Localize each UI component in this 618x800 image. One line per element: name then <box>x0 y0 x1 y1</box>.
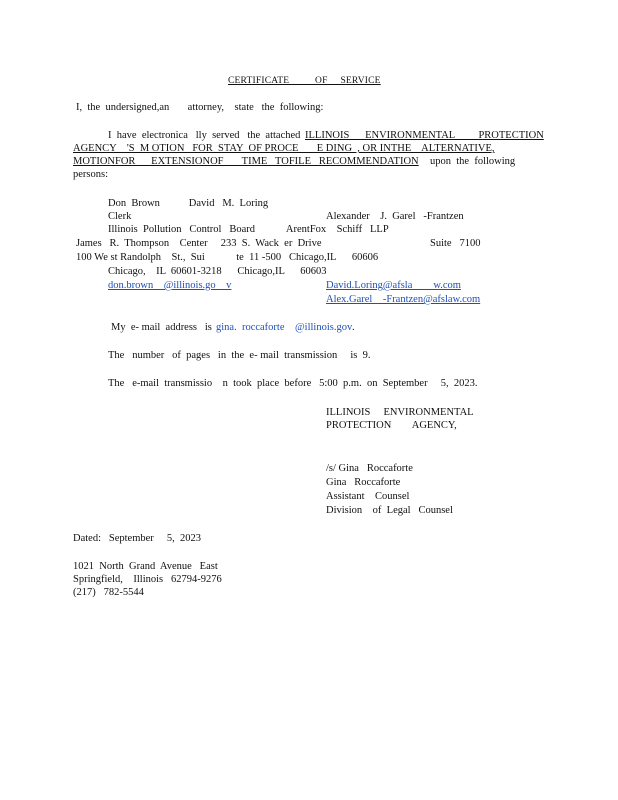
address-line-2: Springfield, Illinois 62794-9276 <box>73 574 222 585</box>
dated-line: Dated: September 5, 2023 <box>73 533 202 544</box>
recipients-organizations: Illinois Pollution Control Board ArentFox Schiff LLP <box>108 224 389 235</box>
email-address-label: My e- mail address is <box>111 322 212 333</box>
served-upon-text: upon the following <box>430 156 516 167</box>
time-statement: The e-mail transmissio n took place before 5:00 p.m. on September 5, 2023. <box>108 378 478 389</box>
document-title: CERTIFICATE OF SERVICE <box>228 76 381 86</box>
recipients-names: Don Brown David M. Loring <box>108 198 269 209</box>
recipient-suite: Suite 7100 <box>430 238 481 249</box>
recipients-address-line-1: James R. Thompson Center 233 S. Wack er Drive <box>76 238 322 249</box>
signer-division: Division of Legal Counsel <box>326 505 453 516</box>
email-link-garel[interactable]: Alex.Garel -Frantzen@afslaw.com <box>326 294 481 305</box>
agency-name-line-1: ILLINOIS ENVIRONMENTAL <box>326 407 474 418</box>
signer-name: Gina Roccaforte <box>326 477 401 488</box>
email-address-link[interactable]: gina. roccaforte @illinois.gov <box>216 322 353 333</box>
document-name-line-3: MOTIONFOR EXTENSIONOF TIME TOFILE RECOMMENDATION <box>73 156 419 167</box>
agency-name-line-2: PROTECTION AGENCY, <box>326 420 457 431</box>
recipients-address-line-2: 100 We st Randolph St., Sui te 11 -500 Chicago,IL 60606 <box>76 252 379 263</box>
intro-statement: I, the undersigned,an attorney, state the following: <box>76 102 324 113</box>
signature-line: /s/ Gina Roccaforte <box>326 463 413 474</box>
served-persons-label: persons: <box>73 169 108 180</box>
served-text: I have electronica lly served the attached <box>108 130 301 141</box>
pages-statement: The number of pages in the e- mail transmission is 9. <box>108 350 371 361</box>
email-address-period: . <box>352 322 355 333</box>
recipient-brown-title: Clerk <box>108 211 132 222</box>
signer-title: Assistant Counsel <box>326 491 410 502</box>
recipient-garel-name: Alexander J. Garel -Frantzen <box>326 211 464 222</box>
address-line-1: 1021 North Grand Avenue East <box>73 561 218 572</box>
phone-line: (217) 782-5544 <box>73 587 144 598</box>
document-name-line-1: ILLINOIS ENVIRONMENTAL PROTECTION <box>305 130 544 141</box>
document-name-line-2: AGENCY 'S M OTION FOR STAY OF PROCE E DING , OR INTHE ALTERNATIVE, <box>73 143 495 154</box>
recipients-city-line: Chicago, IL 60601-3218 Chicago,IL 60603 <box>108 266 327 277</box>
email-link-brown[interactable]: don.brown @illinois.go v <box>108 280 232 291</box>
email-link-loring[interactable]: David.Loring@afsla w.com <box>326 280 461 291</box>
